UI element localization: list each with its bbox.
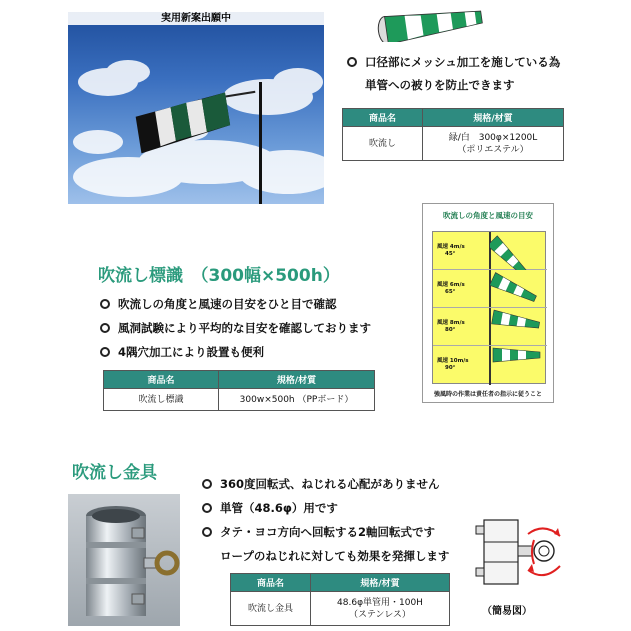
table-header-name: 商品名 [104, 371, 219, 389]
bracket-bullet-1: 360度回転式、ねじれる心配がありません [202, 476, 440, 492]
sign-bullet-1: 吹流しの角度と風速の目安をひと目で確認 [100, 296, 337, 312]
sign-board-body [432, 231, 546, 384]
table-header-spec: 規格/材質 [311, 574, 450, 592]
top-bullet-2: 単管への被りを防止できます [365, 78, 515, 92]
table-row [343, 127, 564, 161]
table-row [104, 389, 375, 411]
table-cell-name: 吹流し標識 [104, 389, 219, 411]
windsock-45deg-icon [490, 232, 546, 270]
bracket-bullet-3: タテ・ヨコ方向へ回転する2軸回転式です [202, 524, 435, 540]
bracket-section-title: 吹流し金具 [72, 463, 157, 483]
windsock-90deg-icon [490, 346, 546, 384]
bracket-illustration [68, 494, 180, 626]
windsock-spec-table [342, 108, 564, 161]
wind-speed-sign-board [422, 203, 554, 403]
table-cell-name: 吹流し金具 [231, 592, 311, 626]
circle-bullet-icon [202, 479, 212, 489]
circle-bullet-icon [100, 347, 110, 357]
sign-bullet-3: 4隅穴加工により設置も便利 [100, 344, 264, 360]
bracket-simple-diagram [470, 512, 576, 594]
windsock-icon [372, 6, 492, 42]
windsock-photo-illustration [68, 12, 324, 204]
bracket-photo [68, 494, 180, 626]
sign-row-6ms: 風速 6m/s 65° [433, 270, 547, 308]
circle-bullet-icon [202, 527, 212, 537]
top-bullet-1: 口径部にメッシュ加工を施している為 [347, 54, 560, 70]
table-header-row [231, 574, 450, 592]
table-cell-name: 吹流し [343, 127, 423, 161]
bracket-spec-table [230, 573, 450, 626]
table-cell-spec: 300w×500h （PPボード） [219, 389, 375, 411]
bracket-bullet-2: 単管（48.6φ）用です [202, 500, 338, 516]
table-header-spec: 規格/材質 [219, 371, 375, 389]
table-cell-spec: 48.6φ単管用・100H （ステンレス） [311, 592, 450, 626]
sign-board-footer: 強風時の作業は責任者の指示に従うこと [433, 391, 542, 398]
bracket-note: ロープのねじれに対しても効果を発揮します [220, 549, 450, 563]
circle-bullet-icon [347, 57, 357, 67]
diagram-caption: （簡易図） [482, 606, 532, 617]
table-header-name: 商品名 [343, 109, 423, 127]
sign-row-8ms: 風速 8m/s 80° [433, 308, 547, 346]
sign-row-10ms: 風速 10m/s 90° [433, 346, 547, 384]
circle-bullet-icon [100, 299, 110, 309]
table-cell-spec: 緑/白 300φ×1200L （ポリエステル） [423, 127, 564, 161]
sign-row-4ms: 風速 4m/s 45° [433, 232, 547, 270]
circle-bullet-icon [202, 503, 212, 513]
sign-board-title: 吹流しの角度と風速の目安 [443, 211, 533, 220]
table-header-spec: 規格/材質 [423, 109, 564, 127]
table-row [231, 592, 450, 626]
patent-pending-caption: 実用新案出願中 [68, 12, 324, 25]
windsock-80deg-icon [490, 308, 546, 346]
sign-bullet-2: 風洞試験により平均的な目安を確認しております [100, 320, 371, 336]
table-header-row [104, 371, 375, 389]
sign-spec-table [103, 370, 375, 411]
sign-section-title: 吹流し標識 （300幅×500h） [98, 266, 340, 286]
windsock-sky-photo [68, 12, 324, 204]
table-header-name: 商品名 [231, 574, 311, 592]
windsock-65deg-icon [490, 270, 546, 308]
table-header-row [343, 109, 564, 127]
circle-bullet-icon [100, 323, 110, 333]
